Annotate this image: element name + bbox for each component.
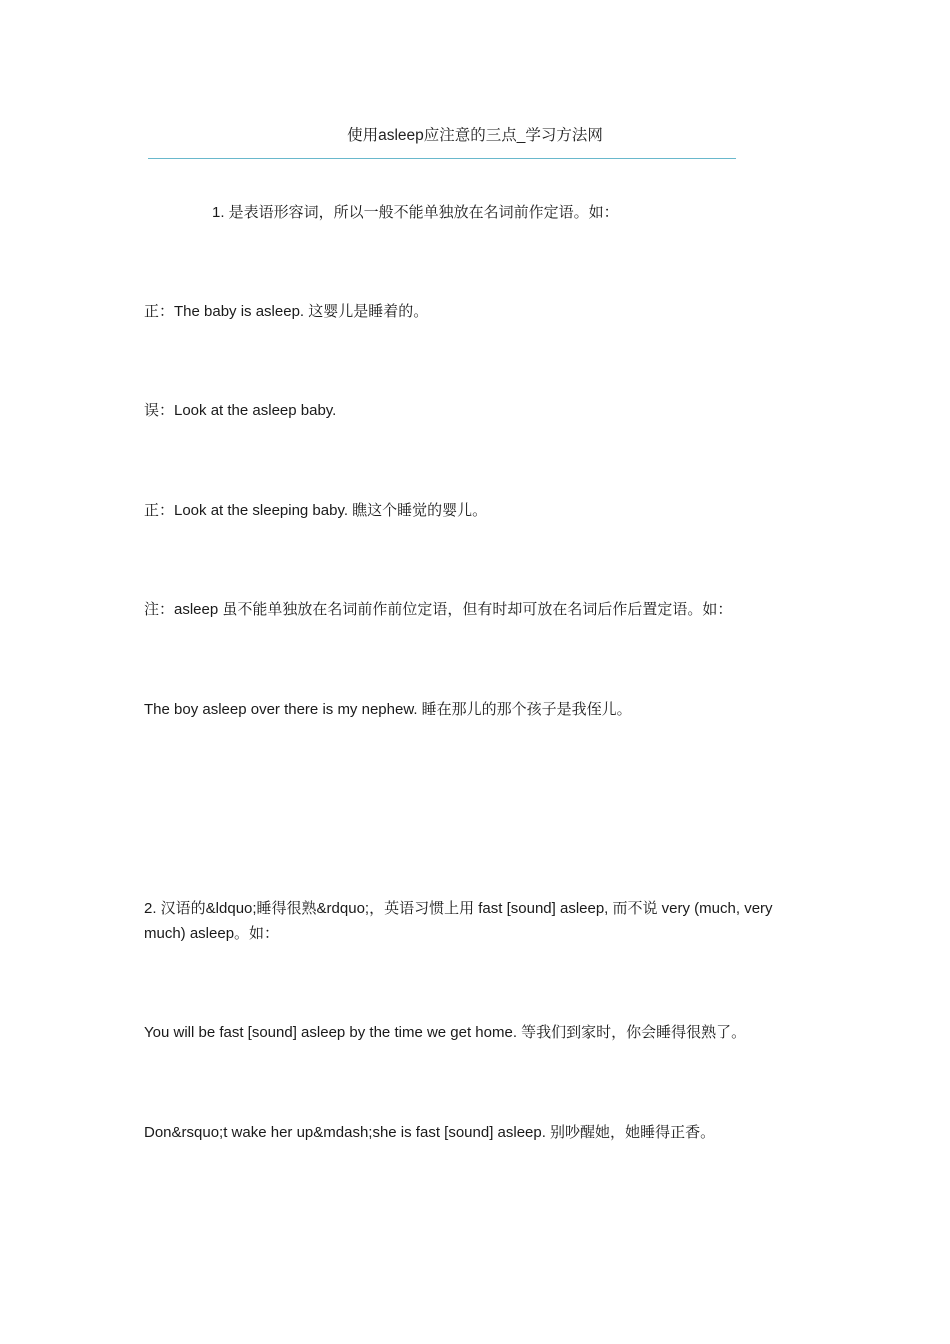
paragraph-example-wake: Don&rsquo;t wake her up&mdash;she is fast [sound] asleep. 别吵醒她，她睡得正香。 (144, 1124, 716, 1141)
title-divider: —————————————————————————————————————————— (148, 150, 736, 164)
document-title: 使用asleep应注意的三点_学习方法网 (347, 127, 603, 144)
paragraph-wrong-example: 误：Look at the asleep baby. (144, 402, 337, 419)
paragraph-correct-example-2: 正：Look at the sleeping baby. 瞧这个睡觉的婴儿。 (144, 502, 488, 519)
paragraph-note: 注：asleep 虽不能单独放在名词前作前位定语，但有时却可放在名词后作后置定语。如： (144, 601, 733, 618)
paragraph-correct-example-1: 正：The baby is asleep. 这婴儿是睡着的。 (144, 303, 429, 320)
paragraph-point-1: 1. 是表语形容词，所以一般不能单独放在名词前作定语。如： (212, 204, 619, 221)
paragraph-point-2: 2. 汉语的&ldquo;睡得很熟&rdquo;，英语习惯上用 fast [sound] asleep, 而不说 very (much, very much) asleep。如： (144, 900, 773, 942)
paragraph-example-nephew: The boy asleep over there is my nephew. 睡在那儿的那个孩子是我侄儿。 (144, 701, 632, 718)
paragraph-example-home: You will be fast [sound] asleep by the time we get home. 等我们到家时，你会睡得很熟了。 (144, 1024, 747, 1041)
